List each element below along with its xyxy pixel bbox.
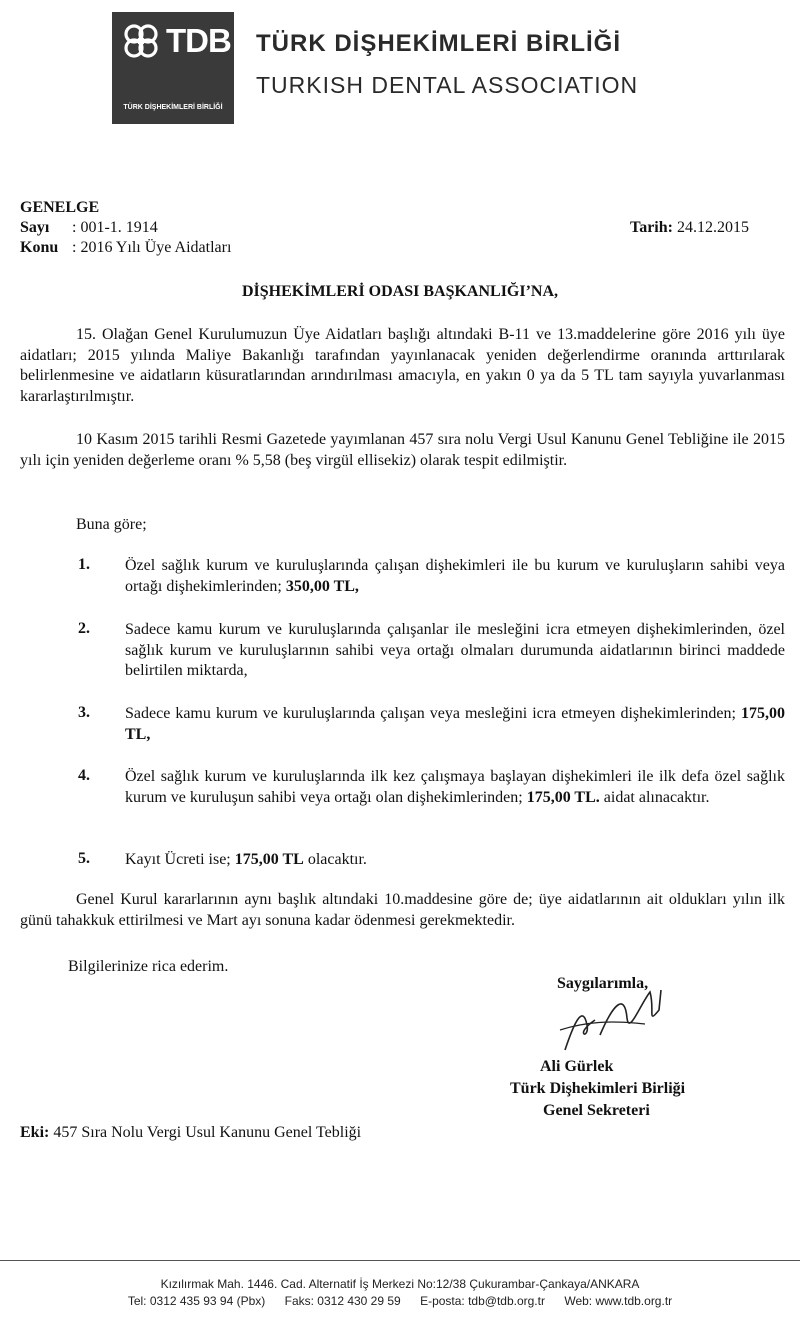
item-number: 3. [78,704,90,721]
doc-type: GENELGE [20,199,100,216]
footer-tel: Tel: 0312 435 93 94 (Pbx) [127,1294,266,1308]
buna-gore: Buna göre; [76,516,147,533]
info-line: Bilgilerinize rica ederim. [68,958,229,975]
logo-subtitle: TÜRK DİŞHEKİMLERİ BİRLİĞİ [123,104,223,111]
item-number: 2. [78,620,90,637]
attachment-text: 457 Sıra Nolu Vergi Usul Kanunu Genel Tebliği [53,1124,362,1141]
list-item [125,556,785,597]
item-text: Sadece kamu kurum ve kuruluşlarında çalışan veya mesleğini icra etmeyen dişhekimlerinden; [125,705,736,722]
item-after: olacaktır. [303,851,367,868]
item-text: Özel sağlık kurum ve kuruluşlarında ilk kez çalışmaya başlayan dişhekimleri ile ilk defa özel sağlık kurum ve kuruluşun sahibi veya ortağı olan dişhekimlerinden; [125,768,785,806]
item-number: 4. [78,767,90,784]
logo-text: TDB [166,22,231,59]
org-name-tr: TÜRK DİŞHEKİMLERİ BİRLİĞİ [256,30,621,57]
recipient: DİŞHEKİMLERİ ODASI BAŞKANLIĞI’NA, [241,283,559,300]
list-item [125,767,785,808]
date-block [630,218,749,238]
item-after: aidat alınacaktır. [599,788,710,806]
konu-value: : 2016 Yılı Üye Aidatları [72,239,232,256]
attachment [20,1124,361,1142]
item-amount: 350,00 TL, [285,577,359,595]
tarih-label: Tarih: [630,219,673,236]
item-number: 5. [78,850,90,867]
greeting: Saygılarımla, [557,975,649,992]
item-amount: 175,00 TL. [526,788,600,806]
closing-paragraph: Genel Kurul kararlarının aynı başlık altındaki 10.maddesine göre de; üye aidatlarının ait oldukları yılın ilk günü tahakkuk ettirilmesi ve Mart ayı sonuna kadar ödenmesi gerekmektedir. [20,891,785,929]
item-text: Sadece kamu kurum ve kuruluşlarında çalışanlar ile mesleğini icra etmeyen dişhekimlerinden, özel sağlık kurum ve kuruluşlarının sahibi veya ortağı olmaları durumunda aidatlarının birinci maddede belirtilen miktarda, [125,621,785,679]
meta-block [20,198,231,258]
item-text: Kayıt Ücreti ise; [125,851,231,868]
footer-fax: Faks: 0312 430 29 59 [284,1294,401,1308]
sayi-label: Sayı [20,219,50,236]
org-name-en: TURKISH DENTAL ASSOCIATION [256,72,639,98]
paragraph-2: 10 Kasım 2015 tarihli Resmi Gazetede yayımlanan 457 sıra nolu Vergi Usul Kanunu Genel Tebliğine ile 2015 yılı için yeniden değerleme oranı % 5,58 (beş virgül ellisekiz) olarak tespit edilmiştir. [20,431,785,469]
sayi-value: : 001-1. 1914 [72,219,158,236]
handwritten-signature [555,980,675,1060]
footer-email: E-posta: tdb@tdb.org.tr [420,1294,545,1308]
item-number: 1. [78,556,90,573]
signer-title: Genel Sekreteri [543,1102,650,1119]
footer-address: Kızılırmak Mah. 1446. Cad. Alternatif İş Merkezi No:12/38 Çukurambar-Çankaya/ANKARA [160,1277,640,1291]
footer-divider [0,1260,800,1261]
konu-label: Konu [20,239,59,256]
signer-org: Türk Dişhekimleri Birliği [510,1080,686,1097]
list-item [125,704,785,745]
logo [112,12,234,124]
item-text: Özel sağlık kurum ve kuruluşlarında çalışan dişhekimleri ile bu kurum ve kuruluşların sahibi veya ortağı dişhekimlerinden; [125,557,785,595]
footer-web: Web: www.tdb.org.tr [564,1294,673,1308]
list-item [125,850,785,871]
item-amount: 175,00 TL [234,851,304,868]
attachment-label: Eki: [20,1124,50,1141]
item-amount: 175,00 TL, [125,705,786,743]
footer-contacts [0,1294,800,1308]
signer-name: Ali Gürlek [540,1058,614,1075]
list-item [125,620,785,682]
paragraph-1: 15. Olağan Genel Kurulumuzun Üye Aidatları başlığı altındaki B-11 ve 13.maddelerine göre 2016 yılı üye aidatları; 2015 yılında Maliye Bakanlığı tarafından yayınlanacak yeniden değerlendirme oranında arttırılarak belirlenmesine ve aidatların küsuratlarından arındırılması amacıyla, en yakın 0 ya da 5 TL tam sayıyla yuvarlanması kararlaştırılmıştır. [20,326,785,405]
tarih-value: 24.12.2015 [676,219,749,236]
logo-knot-icon [120,20,162,62]
